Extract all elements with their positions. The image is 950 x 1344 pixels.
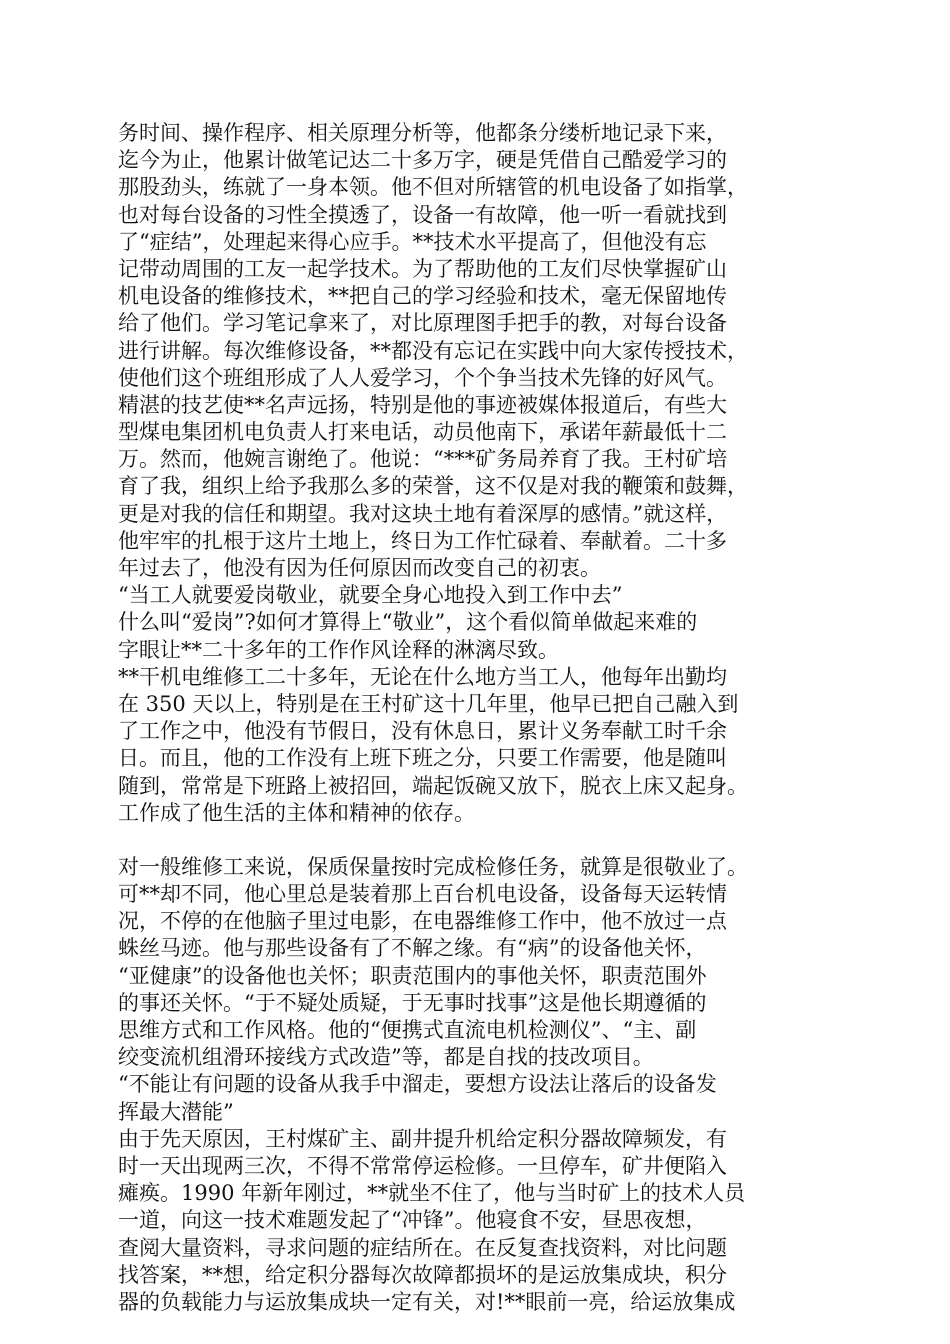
paragraph-reputation	[118, 392, 818, 582]
text-line: 一道，向这一技术难题发起了“冲锋”。他寝食不安，昼思夜想，	[118, 1208, 707, 1233]
text-line: 进行讲解。每次维修设备，**都没有忘记在实践中向大家传授技术，	[118, 338, 748, 363]
text-line: 对一般维修工来说，保质保量按时完成检修任务，就算是很敬业了。	[118, 854, 748, 879]
text-line: “亚健康”的设备他也关怀；职责范围内的事他关怀，职责范围外	[118, 963, 707, 988]
text-line: 绞变流机组滑环接线方式改造”等，都是自找的技改项目。	[118, 1045, 654, 1070]
text-line: 什么叫“爱岗”?如何才算得上“敬业”，这个看似简单做起来难的	[118, 610, 698, 635]
text-line: 况，不停的在他脑子里过电影，在电器维修工作中，他不放过一点	[118, 909, 727, 934]
text-line: 了“症结”，处理起来得心应手。**技术水平提高了，但他没有忘	[118, 229, 707, 254]
text-line: 日。而且，他的工作没有上班下班之分，只要工作需要，他是随叫	[118, 746, 727, 771]
text-line: 时一天出现两三次，不得不常常停运检修。一旦停车，矿井便陷入	[118, 1153, 727, 1178]
text-line: 查阅大量资料，寻求问题的症结所在。在反复查找资料，对比问题	[118, 1235, 727, 1260]
text-line: 由于先天原因，王村煤矿主、副井提升机给定积分器故障频发，有	[118, 1126, 727, 1151]
text-line: 更是对我的信任和期望。我对这块土地有着深厚的感情。”就这样，	[118, 501, 728, 526]
heading-line: “当工人就要爱岗敬业，就要全身心地投入到工作中去”	[118, 583, 623, 608]
paragraph-study-notes	[118, 120, 818, 392]
text-line: 字眼让**二十多年的工作作风诠释的淋漓尽致。	[118, 637, 559, 662]
paragraph-attendance	[118, 664, 818, 827]
text-line: 那股劲头，练就了一身本领。他不但对所辖管的机电设备了如指掌，	[118, 175, 748, 200]
text-line: 育了我，组织上给予我那么多的荣誉，这不仅是对我的鞭策和鼓舞，	[118, 474, 748, 499]
document-page	[118, 120, 818, 1316]
paragraph-integrator-fault	[118, 1126, 818, 1316]
text-line: 他牢牢的扎根于这片土地上，终日为工作忙碌着、奉献着。二十多	[118, 528, 727, 553]
text-line: 务时间、操作程序、相关原理分析等，他都条分缕析地记录下来，	[118, 121, 727, 145]
text-line: **干机电维修工二十多年，无论在什么地方当工人，他每年出勤均	[118, 664, 727, 689]
text-line: 瘫痪。1990 年新年刚过，**就坐不住了，他与当时矿上的技术人员	[118, 1181, 746, 1206]
text-line: 精湛的技艺使**名声远扬，特别是他的事迹被媒体报道后，有些大	[118, 392, 727, 417]
heading-line: “不能让有问题的设备从我手中溜走，要想方设法让落后的设备发	[118, 1072, 717, 1097]
text-line: 了工作之中，他没有节假日，没有休息日，累计义务奉献工时千余	[118, 719, 727, 744]
paragraph-what-is-dedication	[118, 609, 818, 663]
heading-line: 挥最大潜能”	[118, 1099, 234, 1124]
text-line: 在 350 天以上，特别是在王村矿这十几年里，他早已把自己融入到	[118, 691, 739, 716]
text-line: 的事还关怀。“于不疑处质疑，于无事时找事”这是他长期遵循的	[118, 990, 707, 1015]
text-line: 年过去了，他没有因为任何原因而改变自己的初衷。	[118, 556, 601, 580]
text-line: 记带动周围的工友一起学技术。为了帮助他的工友们尽快掌握矿山	[118, 256, 727, 281]
section-heading-potential	[118, 1071, 818, 1125]
text-line: 使他们这个班组形成了人人爱学习，个个争当技术先锋的好风气。	[118, 365, 727, 390]
text-line: 迄今为止，他累计做笔记达二十多万字，硬是凭借自己酷爱学习的	[118, 148, 727, 173]
text-line: 器的负载能力与运放集成块一定有关，对!**眼前一亮，给运放集成	[118, 1289, 736, 1314]
text-line: 可**却不同，他心里总是装着那上百台机电设备，设备每天运转情	[118, 882, 727, 907]
text-line: 工作成了他生活的主体和精神的依存。	[118, 800, 475, 825]
text-line: 蛛丝马迹。他与那些设备有了不解之缘。有“病”的设备他关怀，	[118, 936, 707, 961]
text-line: 找答案，**想，给定积分器每次故障都损坏的是运放集成块，积分	[118, 1262, 727, 1287]
text-line: 随到，常常是下班路上被招回，端起饭碗又放下，脱衣上床又起身。	[118, 773, 748, 798]
text-line: 型煤电集团机电负责人打来电话，动员他南下，承诺年薪最低十二	[118, 420, 727, 445]
text-line: 给了他们。学习笔记拿来了，对比原理图手把手的教，对每台设备	[118, 311, 727, 336]
text-line: 也对每台设备的习性全摸透了，设备一有故障，他一听一看就找到	[118, 202, 727, 227]
text-line: 万。然而，他婉言谢绝了。他说：“***矿务局养育了我。王村矿培	[118, 447, 728, 472]
text-line: 思维方式和工作风格。他的“便携式直流电机检测仪”、“主、副	[118, 1018, 697, 1042]
section-heading-dedication	[118, 582, 818, 609]
paragraph-spacer	[118, 827, 818, 854]
text-line: 机电设备的维修技术，**把自己的学习经验和技术，毫无保留地传	[118, 284, 727, 309]
paragraph-equipment-care	[118, 854, 818, 1072]
